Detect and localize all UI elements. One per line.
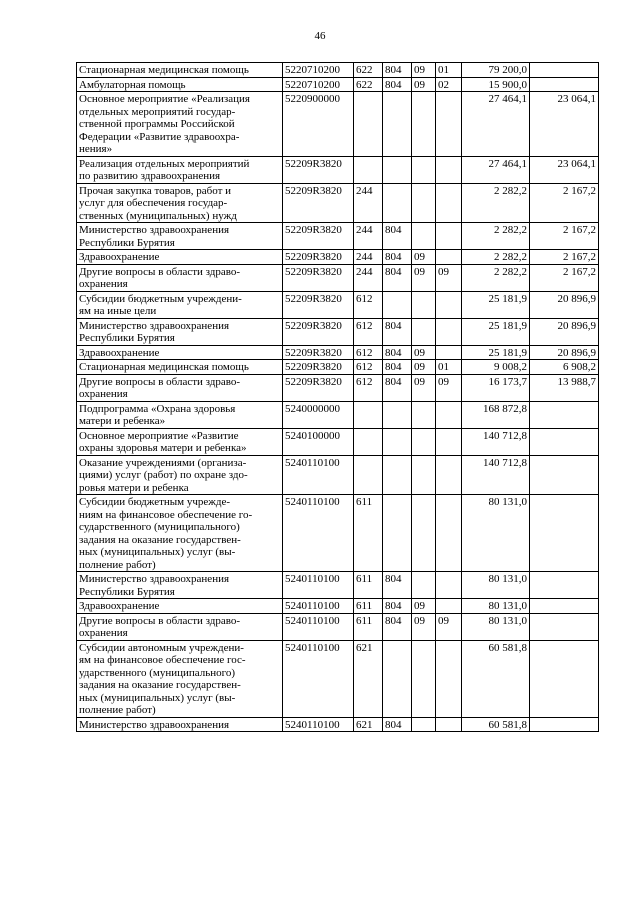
table-row [77,455,599,495]
row-section-cell: 09 [412,250,436,265]
row-target-code-cell: 5240110100 [283,613,354,640]
row-subsection-cell [436,455,462,495]
row-sum-2-cell [530,613,599,640]
row-sum-2-cell [530,428,599,455]
row-expense-type-cell [354,92,383,157]
row-sum-1-cell: 60 581,8 [462,640,530,717]
row-ministry-code-cell: 804 [383,599,412,614]
row-sum-2-cell: 20 896,9 [530,345,599,360]
row-expense-type-cell: 611 [354,572,383,599]
row-subsection-cell [436,250,462,265]
row-section-cell: 09 [412,374,436,401]
row-sum-2-cell: 2 167,2 [530,264,599,291]
row-sum-1-cell: 16 173,7 [462,374,530,401]
row-target-code-cell: 5240100000 [283,428,354,455]
table-row [77,318,599,345]
row-target-code-cell: 52209R3820 [283,318,354,345]
row-name-cell: Здравоохранение [77,599,283,614]
row-section-cell [412,318,436,345]
table-row [77,92,599,157]
row-section-cell [412,156,436,183]
row-subsection-cell: 01 [436,360,462,375]
row-sum-1-cell: 80 131,0 [462,495,530,572]
row-sum-2-cell [530,572,599,599]
row-name-cell: Другие вопросы в области здраво- охранения [77,374,283,401]
table-row [77,640,599,717]
row-name-cell: Министерство здравоохранения Республики Бурятия [77,223,283,250]
row-name-cell: Другие вопросы в области здраво- охранения [77,613,283,640]
row-sum-1-cell: 2 282,2 [462,264,530,291]
row-target-code-cell: 5240110100 [283,717,354,732]
row-sum-1-cell: 140 712,8 [462,428,530,455]
row-subsection-cell: 01 [436,63,462,78]
row-sum-1-cell: 27 464,1 [462,92,530,157]
row-sum-1-cell: 60 581,8 [462,717,530,732]
row-subsection-cell [436,599,462,614]
table-row [77,250,599,265]
row-target-code-cell: 52209R3820 [283,183,354,223]
row-ministry-code-cell: 804 [383,374,412,401]
row-expense-type-cell: 622 [354,63,383,78]
row-sum-1-cell: 2 282,2 [462,250,530,265]
row-section-cell: 09 [412,77,436,92]
row-sum-1-cell: 140 712,8 [462,455,530,495]
row-sum-1-cell: 27 464,1 [462,156,530,183]
table-row [77,374,599,401]
row-expense-type-cell: 621 [354,640,383,717]
row-ministry-code-cell: 804 [383,318,412,345]
row-target-code-cell: 5240110100 [283,572,354,599]
table-row [77,717,599,732]
row-subsection-cell [436,183,462,223]
table-row [77,345,599,360]
row-expense-type-cell [354,401,383,428]
row-expense-type-cell: 621 [354,717,383,732]
row-ministry-code-cell [383,455,412,495]
row-subsection-cell: 02 [436,77,462,92]
table-row [77,183,599,223]
row-section-cell [412,92,436,157]
row-expense-type-cell: 612 [354,374,383,401]
page-number: 46 [314,30,326,42]
row-subsection-cell [436,572,462,599]
row-section-cell: 09 [412,613,436,640]
row-sum-1-cell: 25 181,9 [462,318,530,345]
row-ministry-code-cell [383,183,412,223]
row-name-cell: Стационарная медицинская помощь [77,360,283,375]
row-subsection-cell [436,345,462,360]
row-sum-2-cell: 2 167,2 [530,183,599,223]
row-target-code-cell: 52209R3820 [283,223,354,250]
table-row [77,401,599,428]
row-sum-2-cell: 20 896,9 [530,291,599,318]
row-sum-2-cell [530,77,599,92]
row-target-code-cell: 52209R3820 [283,360,354,375]
row-section-cell: 09 [412,345,436,360]
row-section-cell [412,183,436,223]
row-section-cell [412,455,436,495]
row-sum-1-cell: 80 131,0 [462,613,530,640]
row-sum-2-cell [530,495,599,572]
row-subsection-cell: 09 [436,613,462,640]
row-subsection-cell [436,318,462,345]
row-sum-2-cell: 23 064,1 [530,92,599,157]
table-row [77,428,599,455]
row-ministry-code-cell [383,92,412,157]
row-subsection-cell [436,401,462,428]
row-name-cell: Министерство здравоохранения [77,717,283,732]
row-expense-type-cell: 244 [354,183,383,223]
row-target-code-cell: 5240110100 [283,495,354,572]
row-expense-type-cell [354,455,383,495]
row-ministry-code-cell: 804 [383,223,412,250]
row-subsection-cell: 09 [436,264,462,291]
table-row [77,223,599,250]
row-expense-type-cell: 612 [354,318,383,345]
row-subsection-cell [436,291,462,318]
row-ministry-code-cell: 804 [383,63,412,78]
row-name-cell: Субсидии бюджетным учреждени- ям на иные цели [77,291,283,318]
row-sum-1-cell: 168 872,8 [462,401,530,428]
row-ministry-code-cell [383,156,412,183]
row-sum-2-cell: 2 167,2 [530,223,599,250]
row-sum-2-cell: 23 064,1 [530,156,599,183]
table-row [77,613,599,640]
row-target-code-cell: 52209R3820 [283,264,354,291]
row-target-code-cell: 5240000000 [283,401,354,428]
row-section-cell [412,223,436,250]
row-expense-type-cell [354,428,383,455]
row-subsection-cell [436,223,462,250]
row-subsection-cell [436,640,462,717]
row-section-cell: 09 [412,360,436,375]
row-name-cell: Оказание учреждениями (организа- циями) услуг (работ) по охране здо- ровья матери и ребенка [77,455,283,495]
row-name-cell: Стационарная медицинская помощь [77,63,283,78]
row-name-cell: Министерство здравоохранения Республики Бурятия [77,318,283,345]
row-section-cell [412,401,436,428]
budget-table [76,62,599,732]
row-target-code-cell: 5240110100 [283,640,354,717]
row-name-cell: Субсидии автономным учреждени- ям на финансовое обеспечение гос- ударственного (муниципального) задания на оказание государствен- ных (муниципальных) услуг (вы- полнение работ) [77,640,283,717]
row-sum-2-cell [530,717,599,732]
row-ministry-code-cell: 804 [383,360,412,375]
row-sum-1-cell: 9 008,2 [462,360,530,375]
row-target-code-cell: 52209R3820 [283,345,354,360]
table-row [77,572,599,599]
table-row [77,77,599,92]
row-ministry-code-cell [383,428,412,455]
row-target-code-cell: 52209R3820 [283,291,354,318]
row-expense-type-cell: 244 [354,223,383,250]
table-row [77,599,599,614]
row-name-cell: Другие вопросы в области здраво- охранения [77,264,283,291]
row-ministry-code-cell [383,401,412,428]
row-sum-2-cell [530,63,599,78]
row-section-cell [412,717,436,732]
row-name-cell: Здравоохранение [77,250,283,265]
row-section-cell [412,428,436,455]
row-section-cell: 09 [412,264,436,291]
row-expense-type-cell: 244 [354,264,383,291]
row-name-cell: Основное мероприятие «Развитие охраны здоровья матери и ребенка» [77,428,283,455]
row-target-code-cell: 52209R3820 [283,156,354,183]
row-target-code-cell: 5240110100 [283,599,354,614]
row-sum-2-cell: 13 988,7 [530,374,599,401]
row-name-cell: Подпрограмма «Охрана здоровья матери и ребенка» [77,401,283,428]
row-sum-1-cell: 15 900,0 [462,77,530,92]
row-expense-type-cell: 244 [354,250,383,265]
row-target-code-cell: 5220900000 [283,92,354,157]
table-row [77,495,599,572]
row-ministry-code-cell: 804 [383,264,412,291]
row-ministry-code-cell: 804 [383,77,412,92]
row-sum-2-cell: 2 167,2 [530,250,599,265]
row-sum-2-cell [530,599,599,614]
table-row [77,156,599,183]
row-subsection-cell: 09 [436,374,462,401]
row-section-cell: 09 [412,599,436,614]
row-expense-type-cell: 612 [354,291,383,318]
row-ministry-code-cell: 804 [383,345,412,360]
row-sum-1-cell: 79 200,0 [462,63,530,78]
row-subsection-cell [436,717,462,732]
row-section-cell [412,291,436,318]
row-sum-1-cell: 2 282,2 [462,183,530,223]
row-sum-1-cell: 2 282,2 [462,223,530,250]
table-row [77,264,599,291]
row-section-cell: 09 [412,63,436,78]
table-row [77,291,599,318]
table-row [77,63,599,78]
row-sum-1-cell: 80 131,0 [462,599,530,614]
row-ministry-code-cell [383,495,412,572]
row-sum-2-cell [530,401,599,428]
row-section-cell [412,640,436,717]
row-ministry-code-cell [383,640,412,717]
row-expense-type-cell: 622 [354,77,383,92]
row-expense-type-cell [354,156,383,183]
row-subsection-cell [436,495,462,572]
row-ministry-code-cell: 804 [383,717,412,732]
row-section-cell [412,572,436,599]
row-ministry-code-cell [383,291,412,318]
row-ministry-code-cell: 804 [383,572,412,599]
row-name-cell: Здравоохранение [77,345,283,360]
row-target-code-cell: 5220710200 [283,77,354,92]
row-name-cell: Реализация отдельных мероприятий по развитию здравоохранения [77,156,283,183]
table-row [77,360,599,375]
row-name-cell: Прочая закупка товаров, работ и услуг для обеспечения государ- ственных (муниципальных) нужд [77,183,283,223]
row-target-code-cell: 52209R3820 [283,250,354,265]
row-sum-1-cell: 80 131,0 [462,572,530,599]
row-name-cell: Министерство здравоохранения Республики Бурятия [77,572,283,599]
row-name-cell: Амбулаторная помощь [77,77,283,92]
row-name-cell: Субсидии бюджетным учрежде- ниям на финансовое обеспечение го- сударственного (муниципального) задания на оказание государствен- ных (муниципальных) услуг (вы- полнение работ) [77,495,283,572]
row-target-code-cell: 5220710200 [283,63,354,78]
row-name-cell: Основное мероприятие «Реализация отдельных мероприятий государ- ственной программы Российской Федерации «Развитие здравоохра- нения» [77,92,283,157]
row-target-code-cell: 52209R3820 [283,374,354,401]
row-section-cell [412,495,436,572]
row-expense-type-cell: 612 [354,345,383,360]
row-sum-2-cell [530,640,599,717]
row-subsection-cell [436,156,462,183]
row-ministry-code-cell: 804 [383,613,412,640]
row-target-code-cell: 5240110100 [283,455,354,495]
row-sum-2-cell: 6 908,2 [530,360,599,375]
row-sum-2-cell [530,455,599,495]
row-subsection-cell [436,428,462,455]
row-sum-1-cell: 25 181,9 [462,291,530,318]
row-expense-type-cell: 611 [354,495,383,572]
row-expense-type-cell: 612 [354,360,383,375]
row-subsection-cell [436,92,462,157]
row-expense-type-cell: 611 [354,599,383,614]
row-sum-2-cell: 20 896,9 [530,318,599,345]
row-expense-type-cell: 611 [354,613,383,640]
row-sum-1-cell: 25 181,9 [462,345,530,360]
row-ministry-code-cell: 804 [383,250,412,265]
